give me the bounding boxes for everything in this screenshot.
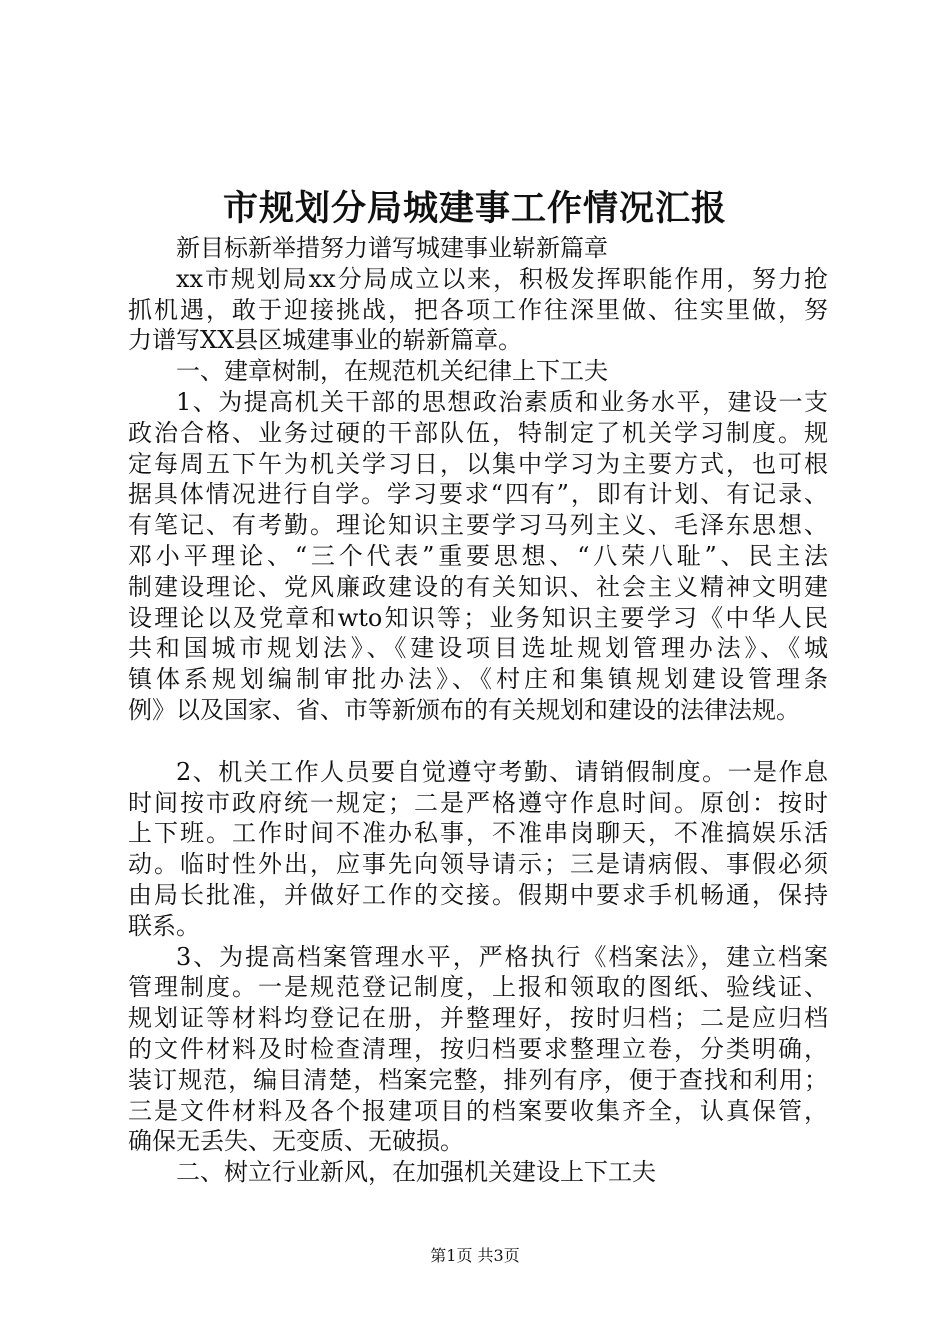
paragraph-line: 3、为提高档案管理水平，严格执行《档案法》，建立档案 — [176, 942, 828, 971]
paragraph-line: 镇体系规划编制审批办法》、《村庄和集镇规划建设管理条 — [128, 665, 828, 694]
paragraph-line: 联系。 — [128, 911, 200, 940]
paragraph-line: 政治合格、业务过硬的干部队伍，特制定了机关学习制度。规 — [128, 418, 828, 447]
section-heading: 一、建章树制，在规范机关纪律上下工夫 — [176, 357, 608, 386]
paragraph-line: 三是文件材料及各个报建项目的档案要收集齐全，认真保管， — [128, 1096, 828, 1125]
paragraph-line: xx市规划局xx分局成立以来，积极发挥职能作用，努力抢 — [176, 264, 828, 293]
paragraph-line: 管理制度。一是规范登记制度，上报和领取的图纸、验线证、 — [128, 973, 828, 1002]
paragraph-line: 有笔记、有考勤。理论知识主要学习马列主义、毛泽东思想、 — [128, 511, 828, 540]
paragraph-line: 上下班。工作时间不准办私事，不准串岗聊天，不准搞娱乐活 — [128, 819, 828, 848]
paragraph-line: 抓机遇，敢于迎接挑战，把各项工作往深里做、往实里做，努 — [128, 295, 828, 324]
paragraph-line: 共和国城市规划法》、《建设项目选址规划管理办法》、《城 — [128, 634, 828, 663]
subtitle-line: 新目标新举措努力谱写城建事业崭新篇章 — [176, 234, 608, 262]
paragraph-line: 据具体情况进行自学。学习要求“四有”，即有计划、有记录、 — [128, 480, 828, 509]
section-heading: 二、树立行业新风，在加强机关建设上下工夫 — [176, 1158, 656, 1187]
paragraph-line: 装订规范，编目清楚，档案完整，排列有序，便于查找和利用； — [128, 1065, 828, 1094]
paragraph-line: 2、机关工作人员要自觉遵守考勤、请销假制度。一是作息 — [176, 757, 828, 786]
paragraph-line: 时间按市政府统一规定；二是严格遵守作息时间。原创：按时 — [128, 788, 828, 817]
paragraph-line: 由局长批准，并做好工作的交接。假期中要求手机畅通，保持 — [128, 880, 828, 909]
paragraph-line: 的文件材料及时检查清理，按归档要求整理立卷，分类明确， — [128, 1034, 828, 1063]
paragraph-line: 例》以及国家、省、市等新颁布的有关规划和建设的法律法规。 — [128, 695, 800, 724]
document-body — [128, 233, 828, 1188]
paragraph-line: 规划证等材料均登记在册，并整理好，按时归档；二是应归档 — [128, 1004, 828, 1033]
page-number-footer: 第1页 共3页 — [430, 1246, 520, 1265]
paragraph-line: 力谱写XX县区城建事业的崭新篇章。 — [128, 326, 523, 355]
paragraph-line: 设理论以及党章和wto知识等；业务知识主要学习《中华人民 — [128, 603, 828, 632]
paragraph-line: 定每周五下午为机关学习日，以集中学习为主要方式，也可根 — [128, 449, 828, 478]
document-title: 市规划分局城建事工作情况汇报 — [222, 188, 727, 229]
paragraph-gap — [128, 726, 828, 757]
paragraph-line: 邓小平理论、“三个代表”重要思想、“八荣八耻”、民主法 — [128, 541, 828, 570]
paragraph-line: 确保无丢失、无变质、无破损。 — [128, 1127, 464, 1156]
paragraph-line: 制建设理论、党风廉政建设的有关知识、社会主义精神文明建 — [128, 572, 828, 601]
paragraph-line: 动。临时性外出，应事先向领导请示；三是请病假、事假必须 — [128, 850, 828, 879]
paragraph-line: 1、为提高机关干部的思想政治素质和业务水平，建设一支 — [176, 387, 828, 416]
